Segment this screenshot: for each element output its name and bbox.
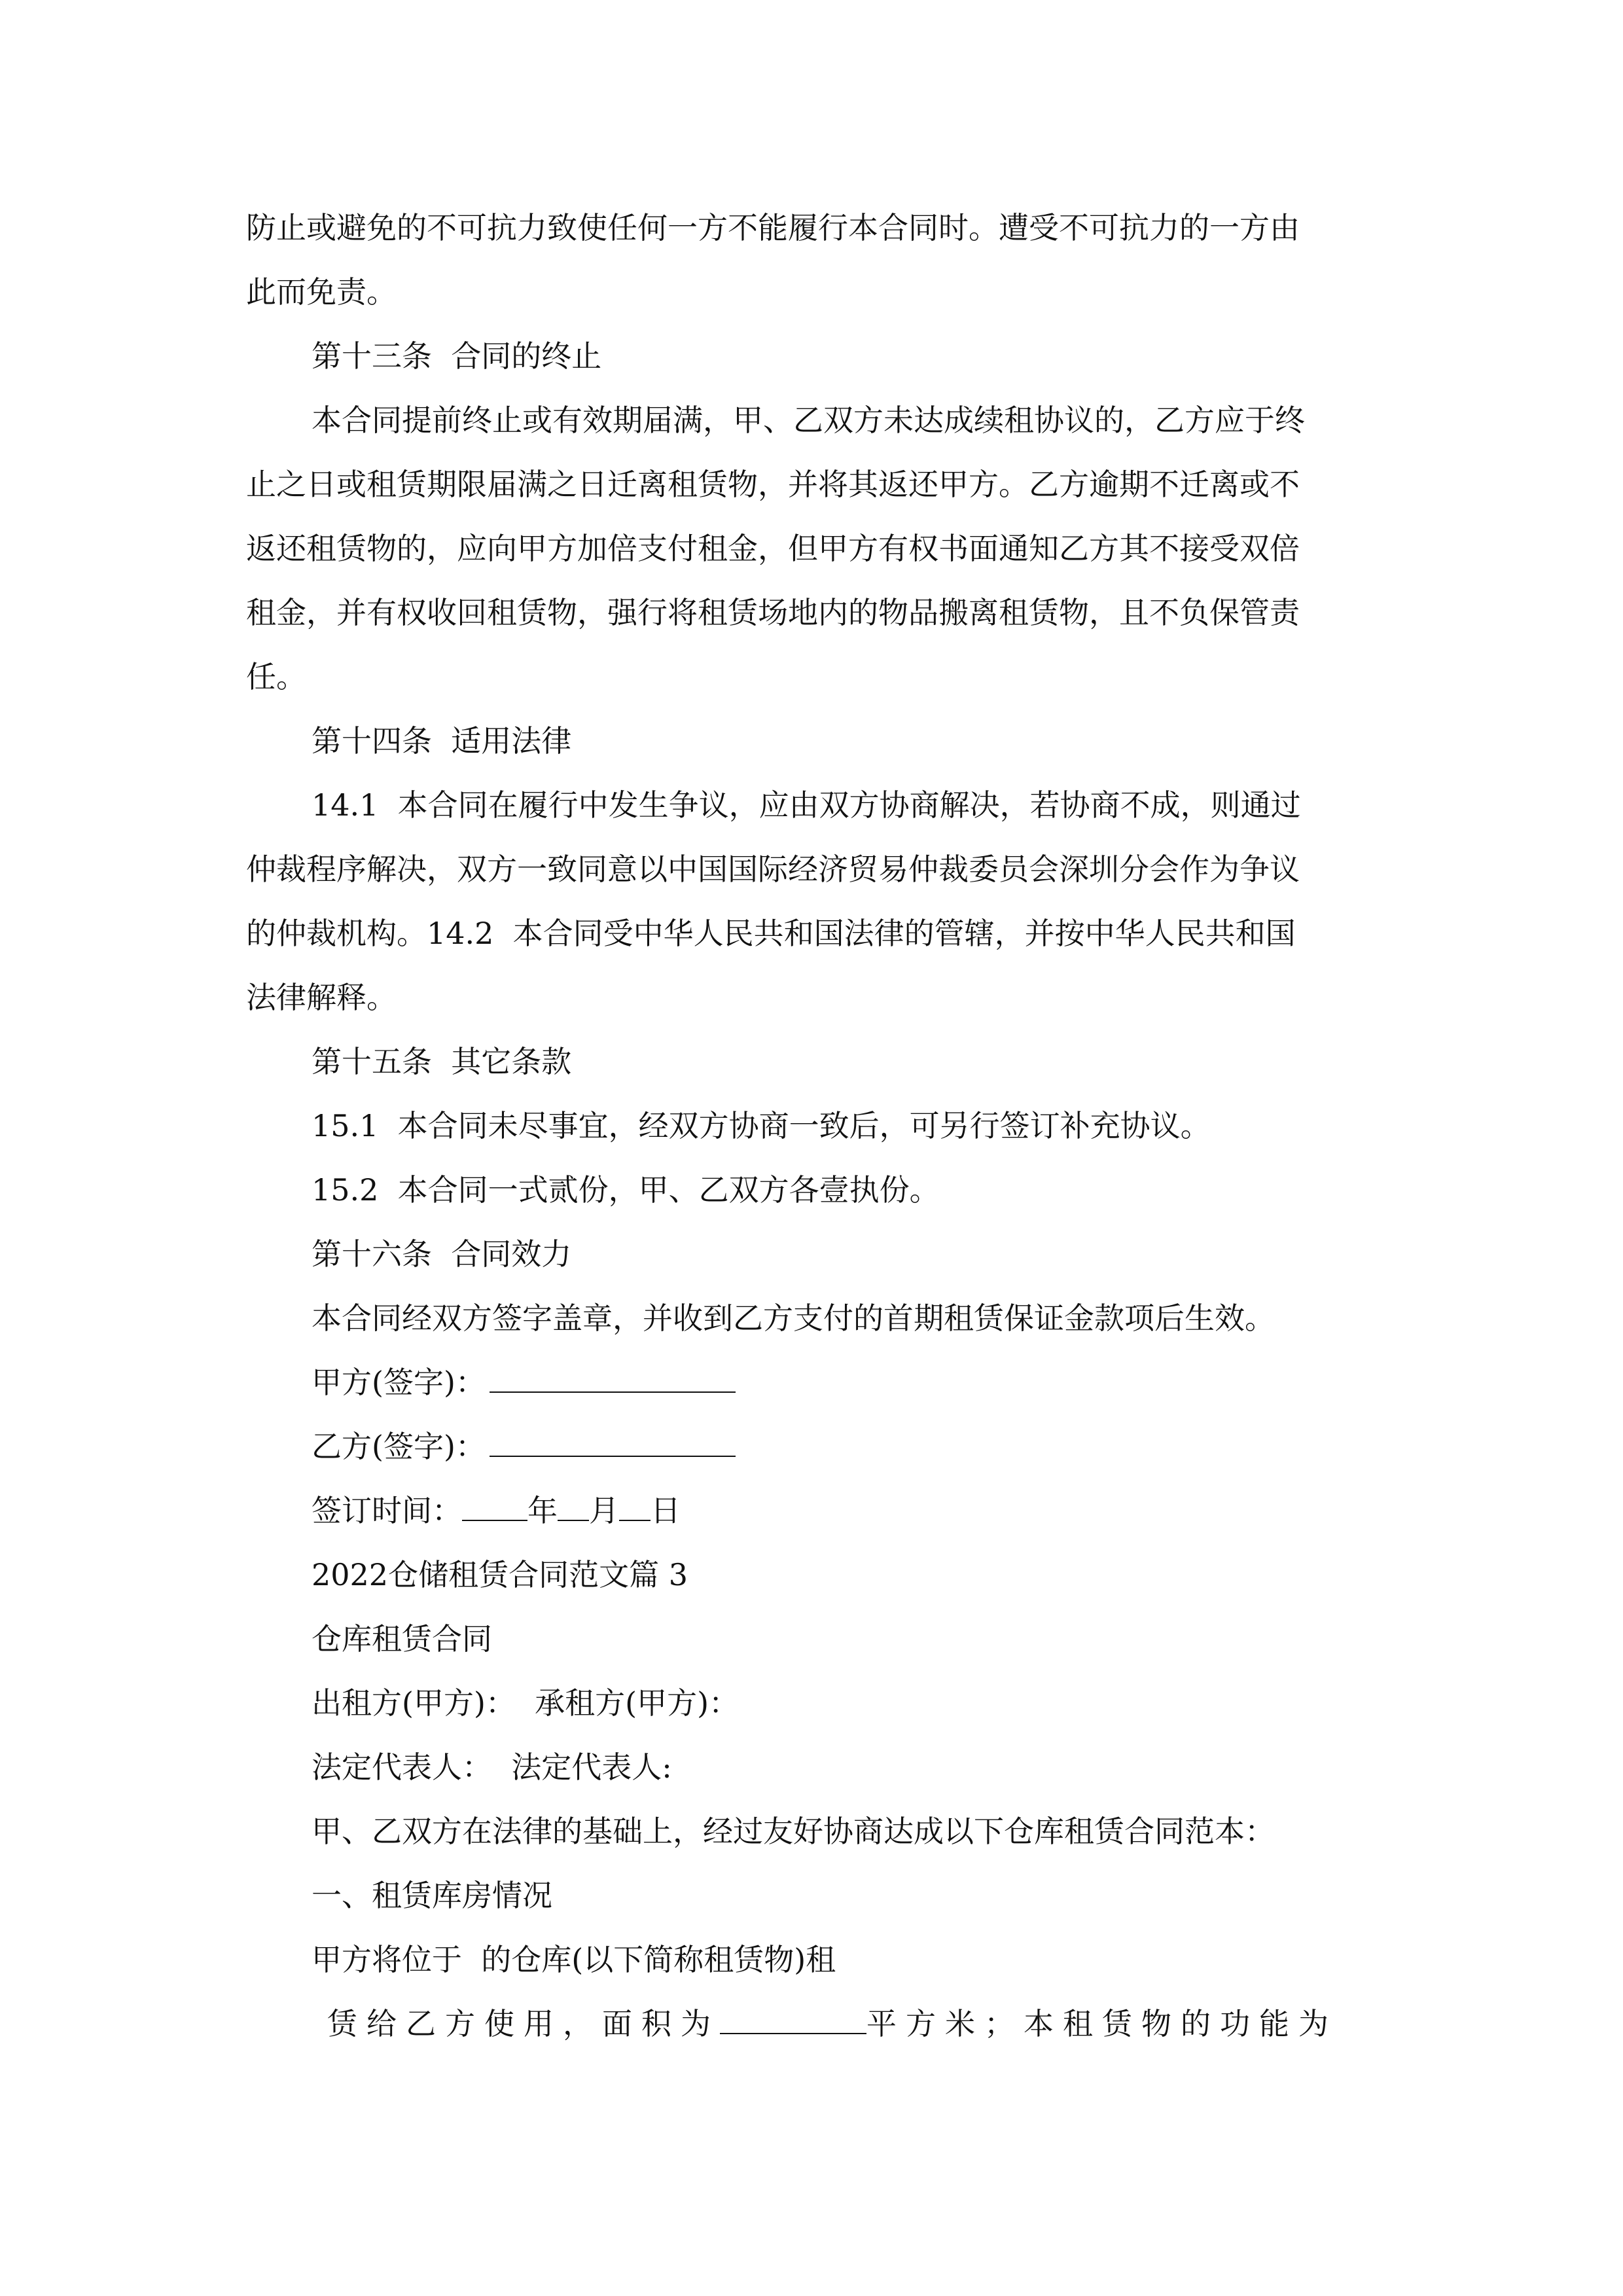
paragraph-line: 止之日或租赁期限届满之日迁离租赁物，并将其返还甲方。乙方逾期不迁离或不 <box>246 467 1300 502</box>
year-label: 年 <box>527 1493 558 1528</box>
signature-label: 乙方(签字)： <box>312 1429 486 1464</box>
area-text-2: 平方米；本租赁物的功能为 <box>866 2006 1338 2041</box>
section-heading: 2022仓储租赁合同范文篇 3 <box>312 1557 688 1592</box>
article-13-title: 第十三条 合同的终止 <box>312 338 602 374</box>
date-label: 签订时间： <box>312 1493 462 1528</box>
paragraph-line: 返还租赁物的，应向甲方加倍支付租金，但甲方有权书面通知乙方其不接受双倍 <box>246 531 1300 566</box>
article-14-title: 第十四条 适用法律 <box>312 723 572 759</box>
paragraph-line: 14.1 本合同在履行中发生争议，应由双方协商解决，若协商不成，则通过 <box>312 787 1301 823</box>
area-text: 赁给乙方使用，面积为 <box>327 2006 720 2041</box>
month-blank[interactable] <box>558 1491 589 1521</box>
article-16-title: 第十六条 合同效力 <box>312 1236 572 1272</box>
contract-title: 仓库租赁合同 <box>312 1621 492 1657</box>
paragraph-line: 防止或避免的不可抗力致使任何一方不能履行本合同时。遭受不可抗力的一方由 <box>246 210 1300 245</box>
signature-blank[interactable] <box>490 1363 736 1393</box>
party-line: 出租方(甲方)： 承租方(甲方)： <box>312 1685 740 1721</box>
signature-party-a <box>312 1363 736 1402</box>
clause-15-1: 15.1 本合同未尽事宜，经双方协商一致后，可另行签订补充协议。 <box>312 1108 1211 1143</box>
area-line <box>327 2004 1338 2043</box>
paragraph-line: 此而免责。 <box>246 274 397 310</box>
paragraph-line: 法律解释。 <box>246 980 397 1015</box>
signature-blank[interactable] <box>490 1427 736 1457</box>
representative-line: 法定代表人： 法定代表人: <box>312 1749 672 1785</box>
paragraph-line: 仲裁程序解决，双方一致同意以中国国际经济贸易仲裁委员会深圳分会作为争议 <box>246 852 1300 887</box>
clause-15-2: 15.2 本合同一式贰份，甲、乙双方各壹执份。 <box>312 1172 940 1208</box>
day-label: 日 <box>651 1493 681 1528</box>
paragraph-line: 任。 <box>246 659 306 694</box>
paragraph-line: 租金，并有权收回租赁物，强行将租赁场地内的物品搬离租赁物，且不负保管责 <box>246 595 1300 630</box>
paragraph-line: 的仲裁机构。14.2 本合同受中华人民共和国法律的管辖，并按中华人民共和国 <box>246 916 1296 951</box>
day-blank[interactable] <box>619 1491 651 1521</box>
area-blank[interactable] <box>720 2004 866 2034</box>
signature-party-b <box>312 1427 736 1466</box>
month-label: 月 <box>589 1493 619 1528</box>
intro-line: 甲、乙双方在法律的基础上，经过友好协商达成以下仓库租赁合同范本： <box>312 1814 1275 1849</box>
year-blank[interactable] <box>462 1491 527 1521</box>
paragraph-line: 本合同经双方签字盖章，并收到乙方支付的首期租赁保证金款项后生效。 <box>312 1300 1275 1336</box>
article-15-title: 第十五条 其它条款 <box>312 1044 572 1079</box>
signature-label: 甲方(签字)： <box>312 1365 486 1400</box>
signing-date <box>312 1491 681 1530</box>
paragraph-line: 甲方将位于 的仓库(以下简称租赁物)租 <box>312 1942 836 1977</box>
paragraph-line: 本合同提前终止或有效期届满，甲、乙双方未达成续租协议的，乙方应于终 <box>312 403 1305 438</box>
section-1-title: 一、租赁库房情况 <box>312 1878 552 1913</box>
